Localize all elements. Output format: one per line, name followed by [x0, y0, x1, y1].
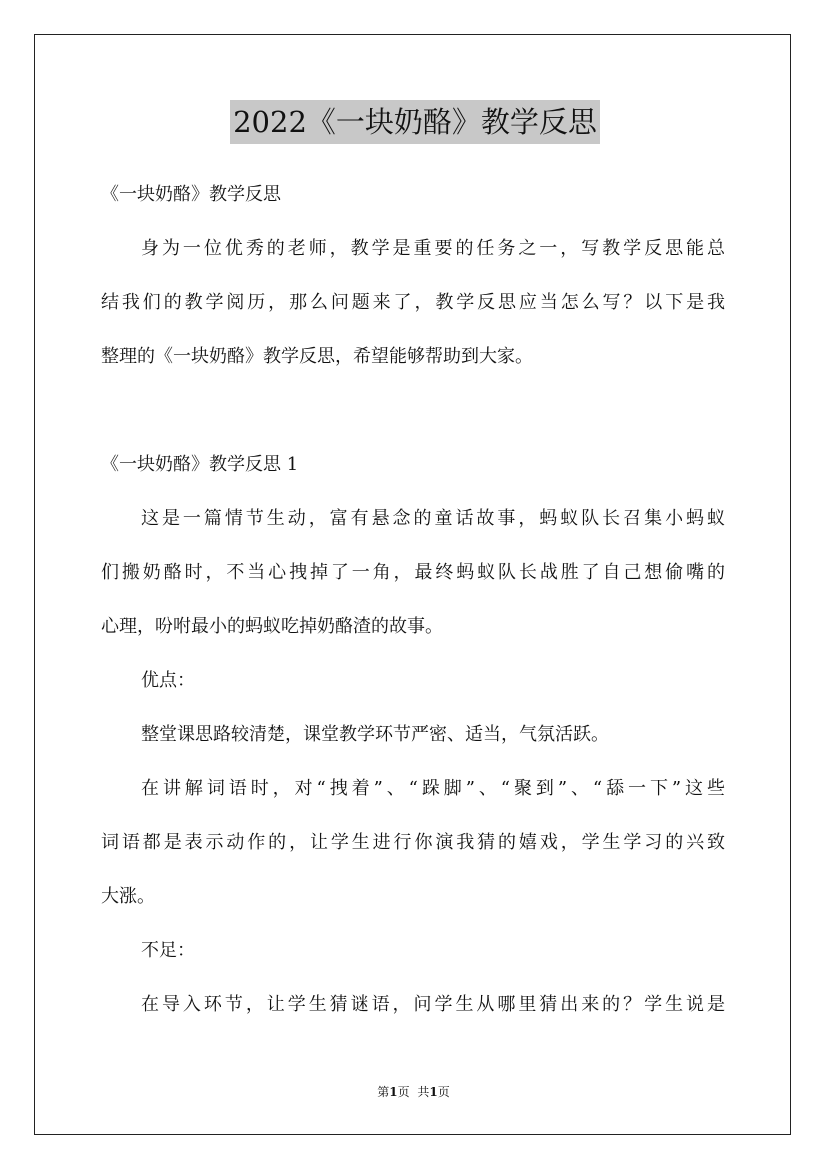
total-pages: 1	[429, 1085, 438, 1099]
total-suffix: 页	[437, 1085, 450, 1099]
subtitle: 《一块奶酪》教学反思	[101, 184, 281, 205]
section-line-1: 这是一篇情节生动，富有悬念的童话故事，蚂蚁队长召集小蚂蚁	[141, 508, 725, 529]
vocab-line-3: 大涨。	[101, 886, 155, 907]
page-prefix: 第	[377, 1085, 390, 1099]
page-footer	[0, 1083, 827, 1100]
intro-line-3: 整理的《一块奶酪》教学反思，希望能够帮助到大家。	[101, 346, 533, 367]
page-number: 1	[389, 1085, 398, 1099]
section-line-3: 心理，吩咐最小的蚂蚁吃掉奶酪渣的故事。	[101, 616, 443, 637]
intro-line-2: 结我们的教学阅历，那么问题来了，教学反思应当怎么写？以下是我	[101, 292, 725, 313]
total-prefix: 共	[417, 1085, 430, 1099]
strength-line: 整堂课思路较清楚，课堂教学环节严密、适当，气氛活跃。	[141, 724, 609, 745]
document-title: 2022《一块奶酪》教学反思	[230, 100, 600, 144]
weakness-label: 不足：	[141, 940, 195, 961]
section-heading: 《一块奶酪》教学反思 1	[101, 454, 299, 475]
weakness-line: 在导入环节，让学生猜谜语，问学生从哪里猜出来的？学生说是	[141, 994, 725, 1015]
intro-line-1: 身为一位优秀的老师，教学是重要的任务之一，写教学反思能总	[141, 238, 725, 259]
page-suffix: 页	[397, 1085, 410, 1099]
section-line-2: 们搬奶酪时，不当心拽掉了一角，最终蚂蚁队长战胜了自己想偷嘴的	[101, 562, 725, 583]
vocab-line-1: 在讲解词语时，对“拽着”、“跺脚”、“聚到”、“舔一下”这些	[141, 778, 725, 799]
strengths-label: 优点：	[141, 670, 195, 691]
vocab-line-2: 词语都是表示动作的，让学生进行你演我猜的嬉戏，学生学习的兴致	[101, 832, 725, 853]
